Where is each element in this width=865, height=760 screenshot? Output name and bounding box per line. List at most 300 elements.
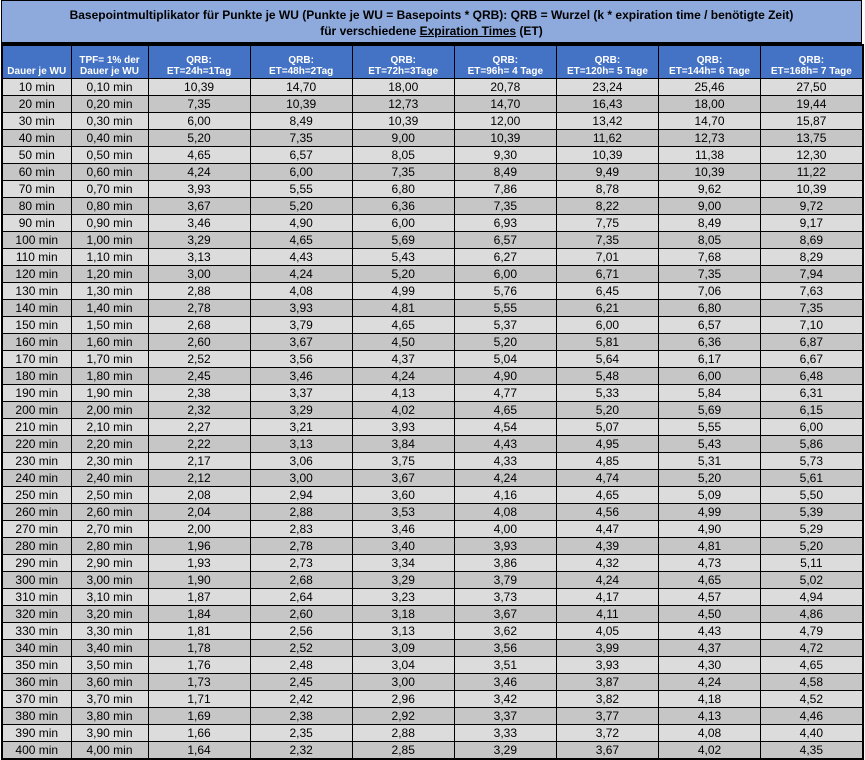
table-cell[interactable]: 9,00	[352, 129, 454, 146]
table-cell[interactable]: 3,72	[556, 724, 658, 741]
table-cell[interactable]: 2,20 min	[71, 435, 148, 452]
table-cell[interactable]: 250 min	[2, 486, 71, 503]
table-cell[interactable]: 6,00	[556, 316, 658, 333]
table-cell[interactable]: 3,00	[148, 265, 250, 282]
table-cell[interactable]: 1,20 min	[71, 265, 148, 282]
table-cell[interactable]: 230 min	[2, 452, 71, 469]
table-cell[interactable]: 2,32	[250, 741, 352, 759]
table-cell[interactable]: 6,00	[761, 418, 863, 435]
table-cell[interactable]: 3,13	[352, 622, 454, 639]
table-cell[interactable]: 280 min	[2, 537, 71, 554]
table-cell[interactable]: 5,39	[761, 503, 863, 520]
table-cell[interactable]: 1,50 min	[71, 316, 148, 333]
table-cell[interactable]: 6,57	[250, 146, 352, 163]
table-cell[interactable]: 4,35	[761, 741, 863, 759]
table-cell[interactable]: 2,52	[148, 350, 250, 367]
table-cell[interactable]: 200 min	[2, 401, 71, 418]
table-cell[interactable]: 2,52	[250, 639, 352, 656]
table-cell[interactable]: 4,74	[556, 469, 658, 486]
table-cell[interactable]: 2,56	[250, 622, 352, 639]
table-cell[interactable]: 6,57	[454, 231, 556, 248]
table-cell[interactable]: 2,68	[148, 316, 250, 333]
table-cell[interactable]: 2,64	[250, 588, 352, 605]
table-cell[interactable]: 7,35	[454, 197, 556, 214]
table-cell[interactable]: 3,93	[454, 537, 556, 554]
table-cell[interactable]: 3,93	[250, 299, 352, 316]
table-cell[interactable]: 350 min	[2, 656, 71, 673]
table-cell[interactable]: 3,60	[352, 486, 454, 503]
table-cell[interactable]: 4,79	[761, 622, 863, 639]
table-cell[interactable]: 3,67	[352, 469, 454, 486]
table-cell[interactable]: 4,37	[658, 639, 760, 656]
table-cell[interactable]: 18,00	[658, 95, 760, 112]
table-cell[interactable]: 5,31	[658, 452, 760, 469]
table-cell[interactable]: 5,86	[761, 435, 863, 452]
table-cell[interactable]: 0,60 min	[71, 163, 148, 180]
table-cell[interactable]: 5,73	[761, 452, 863, 469]
table-cell[interactable]: 1,00 min	[71, 231, 148, 248]
table-cell[interactable]: 210 min	[2, 418, 71, 435]
table-cell[interactable]: 1,30 min	[71, 282, 148, 299]
table-cell[interactable]: 2,27	[148, 418, 250, 435]
table-cell[interactable]: 5,20	[658, 469, 760, 486]
table-cell[interactable]: 4,72	[761, 639, 863, 656]
table-cell[interactable]: 1,73	[148, 673, 250, 690]
table-cell[interactable]: 4,13	[352, 384, 454, 401]
table-cell[interactable]: 5,76	[454, 282, 556, 299]
table-cell[interactable]: 4,05	[556, 622, 658, 639]
table-cell[interactable]: 6,00	[658, 367, 760, 384]
table-cell[interactable]: 3,56	[250, 350, 352, 367]
table-cell[interactable]: 2,48	[250, 656, 352, 673]
table-cell[interactable]: 2,70 min	[71, 520, 148, 537]
table-cell[interactable]: 10,39	[250, 95, 352, 112]
table-cell[interactable]: 3,70 min	[71, 690, 148, 707]
table-cell[interactable]: 5,55	[250, 180, 352, 197]
table-cell[interactable]: 180 min	[2, 367, 71, 384]
table-cell[interactable]: 2,42	[250, 690, 352, 707]
table-cell[interactable]: 4,24	[556, 571, 658, 588]
table-cell[interactable]: 3,00	[250, 469, 352, 486]
table-cell[interactable]: 10,39	[658, 163, 760, 180]
table-cell[interactable]: 11,38	[658, 146, 760, 163]
table-cell[interactable]: 4,77	[454, 384, 556, 401]
table-cell[interactable]: 320 min	[2, 605, 71, 622]
table-cell[interactable]: 9,72	[761, 197, 863, 214]
table-cell[interactable]: 2,35	[250, 724, 352, 741]
table-cell[interactable]: 30 min	[2, 112, 71, 129]
table-cell[interactable]: 5,43	[658, 435, 760, 452]
table-cell[interactable]: 2,60	[250, 605, 352, 622]
table-cell[interactable]: 8,69	[761, 231, 863, 248]
table-cell[interactable]: 4,47	[556, 520, 658, 537]
table-cell[interactable]: 400 min	[2, 741, 71, 759]
table-cell[interactable]: 4,43	[250, 248, 352, 265]
table-cell[interactable]: 2,60	[148, 333, 250, 350]
table-cell[interactable]: 7,35	[658, 265, 760, 282]
table-cell[interactable]: 4,57	[658, 588, 760, 605]
table-cell[interactable]: 2,00 min	[71, 401, 148, 418]
table-cell[interactable]: 4,08	[454, 503, 556, 520]
table-cell[interactable]: 340 min	[2, 639, 71, 656]
table-cell[interactable]: 4,33	[454, 452, 556, 469]
table-cell[interactable]: 7,35	[148, 95, 250, 112]
table-cell[interactable]: 1,60 min	[71, 333, 148, 350]
table-cell[interactable]: 3,42	[454, 690, 556, 707]
table-cell[interactable]: 3,10 min	[71, 588, 148, 605]
table-cell[interactable]: 4,17	[556, 588, 658, 605]
table-cell[interactable]: 4,95	[556, 435, 658, 452]
table-cell[interactable]: 4,65	[761, 656, 863, 673]
table-cell[interactable]: 330 min	[2, 622, 71, 639]
table-cell[interactable]: 60 min	[2, 163, 71, 180]
table-cell[interactable]: 3,75	[352, 452, 454, 469]
table-cell[interactable]: 10,39	[148, 78, 250, 95]
table-cell[interactable]: 6,36	[352, 197, 454, 214]
table-cell[interactable]: 70 min	[2, 180, 71, 197]
table-cell[interactable]: 8,05	[352, 146, 454, 163]
table-cell[interactable]: 1,80 min	[71, 367, 148, 384]
table-cell[interactable]: 2,08	[148, 486, 250, 503]
table-cell[interactable]: 3,80 min	[71, 707, 148, 724]
table-cell[interactable]: 2,92	[352, 707, 454, 724]
table-cell[interactable]: 5,33	[556, 384, 658, 401]
table-cell[interactable]: 3,84	[352, 435, 454, 452]
table-cell[interactable]: 9,62	[658, 180, 760, 197]
table-cell[interactable]: 4,30	[658, 656, 760, 673]
table-cell[interactable]: 6,80	[352, 180, 454, 197]
table-cell[interactable]: 3,67	[250, 333, 352, 350]
table-cell[interactable]: 3,29	[148, 231, 250, 248]
table-cell[interactable]: 5,61	[761, 469, 863, 486]
table-cell[interactable]: 2,94	[250, 486, 352, 503]
table-cell[interactable]: 1,64	[148, 741, 250, 759]
table-cell[interactable]: 4,86	[761, 605, 863, 622]
table-cell[interactable]: 2,00	[148, 520, 250, 537]
table-cell[interactable]: 260 min	[2, 503, 71, 520]
table-cell[interactable]: 3,34	[352, 554, 454, 571]
table-cell[interactable]: 3,33	[454, 724, 556, 741]
table-cell[interactable]: 100 min	[2, 231, 71, 248]
table-cell[interactable]: 3,93	[352, 418, 454, 435]
table-cell[interactable]: 10,39	[556, 146, 658, 163]
table-cell[interactable]: 5,50	[761, 486, 863, 503]
table-cell[interactable]: 9,17	[761, 214, 863, 231]
table-cell[interactable]: 0,10 min	[71, 78, 148, 95]
table-cell[interactable]: 13,75	[761, 129, 863, 146]
table-cell[interactable]: 9,49	[556, 163, 658, 180]
table-cell[interactable]: 160 min	[2, 333, 71, 350]
table-cell[interactable]: 13,42	[556, 112, 658, 129]
table-cell[interactable]: 2,88	[250, 503, 352, 520]
table-cell[interactable]: 3,37	[454, 707, 556, 724]
table-cell[interactable]: 300 min	[2, 571, 71, 588]
table-cell[interactable]: 370 min	[2, 690, 71, 707]
table-cell[interactable]: 1,70 min	[71, 350, 148, 367]
table-cell[interactable]: 3,51	[454, 656, 556, 673]
table-cell[interactable]: 80 min	[2, 197, 71, 214]
table-cell[interactable]: 4,56	[556, 503, 658, 520]
table-cell[interactable]: 25,46	[658, 78, 760, 95]
table-cell[interactable]: 3,67	[454, 605, 556, 622]
table-cell[interactable]: 8,22	[556, 197, 658, 214]
table-cell[interactable]: 2,78	[250, 537, 352, 554]
table-cell[interactable]: 4,46	[761, 707, 863, 724]
table-cell[interactable]: 5,64	[556, 350, 658, 367]
table-cell[interactable]: 7,35	[761, 299, 863, 316]
table-cell[interactable]: 5,55	[658, 418, 760, 435]
table-cell[interactable]: 5,20	[761, 537, 863, 554]
table-cell[interactable]: 2,30 min	[71, 452, 148, 469]
table-cell[interactable]: 4,90	[250, 214, 352, 231]
table-cell[interactable]: 1,90 min	[71, 384, 148, 401]
table-cell[interactable]: 3,87	[556, 673, 658, 690]
table-cell[interactable]: 5,55	[454, 299, 556, 316]
table-cell[interactable]: 4,11	[556, 605, 658, 622]
table-cell[interactable]: 4,52	[761, 690, 863, 707]
table-cell[interactable]: 6,00	[250, 163, 352, 180]
table-cell[interactable]: 4,65	[352, 316, 454, 333]
table-cell[interactable]: 5,29	[761, 520, 863, 537]
table-cell[interactable]: 19,44	[761, 95, 863, 112]
table-cell[interactable]: 1,40 min	[71, 299, 148, 316]
table-cell[interactable]: 170 min	[2, 350, 71, 367]
table-cell[interactable]: 3,90 min	[71, 724, 148, 741]
table-cell[interactable]: 4,90	[454, 367, 556, 384]
table-cell[interactable]: 2,38	[148, 384, 250, 401]
table-cell[interactable]: 4,81	[658, 537, 760, 554]
table-cell[interactable]: 1,76	[148, 656, 250, 673]
table-cell[interactable]: 20,78	[454, 78, 556, 95]
table-cell[interactable]: 220 min	[2, 435, 71, 452]
table-cell[interactable]: 1,69	[148, 707, 250, 724]
table-cell[interactable]: 15,87	[761, 112, 863, 129]
table-cell[interactable]: 5,20	[454, 333, 556, 350]
table-cell[interactable]: 16,43	[556, 95, 658, 112]
table-cell[interactable]: 4,43	[454, 435, 556, 452]
table-cell[interactable]: 1,66	[148, 724, 250, 741]
table-cell[interactable]: 3,82	[556, 690, 658, 707]
table-cell[interactable]: 3,06	[250, 452, 352, 469]
table-cell[interactable]: 4,90	[658, 520, 760, 537]
table-cell[interactable]: 0,30 min	[71, 112, 148, 129]
table-cell[interactable]: 3,04	[352, 656, 454, 673]
table-cell[interactable]: 4,54	[454, 418, 556, 435]
table-cell[interactable]: 2,50 min	[71, 486, 148, 503]
table-cell[interactable]: 27,50	[761, 78, 863, 95]
table-cell[interactable]: 2,78	[148, 299, 250, 316]
table-cell[interactable]: 0,50 min	[71, 146, 148, 163]
table-cell[interactable]: 4,81	[352, 299, 454, 316]
table-cell[interactable]: 8,05	[658, 231, 760, 248]
table-cell[interactable]: 8,29	[761, 248, 863, 265]
table-cell[interactable]: 2,96	[352, 690, 454, 707]
table-cell[interactable]: 2,04	[148, 503, 250, 520]
table-cell[interactable]: 10,39	[761, 180, 863, 197]
table-cell[interactable]: 5,09	[658, 486, 760, 503]
table-cell[interactable]: 4,99	[352, 282, 454, 299]
table-cell[interactable]: 3,46	[454, 673, 556, 690]
table-cell[interactable]: 4,40	[761, 724, 863, 741]
table-cell[interactable]: 8,49	[250, 112, 352, 129]
table-cell[interactable]: 7,68	[658, 248, 760, 265]
table-cell[interactable]: 10,39	[454, 129, 556, 146]
table-cell[interactable]: 1,10 min	[71, 248, 148, 265]
table-cell[interactable]: 4,02	[658, 741, 760, 759]
table-cell[interactable]: 14,70	[454, 95, 556, 112]
table-cell[interactable]: 3,13	[148, 248, 250, 265]
table-cell[interactable]: 2,73	[250, 554, 352, 571]
table-cell[interactable]: 3,40 min	[71, 639, 148, 656]
table-cell[interactable]: 6,00	[454, 265, 556, 282]
table-cell[interactable]: 0,80 min	[71, 197, 148, 214]
table-cell[interactable]: 14,70	[250, 78, 352, 95]
table-cell[interactable]: 3,53	[352, 503, 454, 520]
table-cell[interactable]: 5,20	[556, 401, 658, 418]
table-cell[interactable]: 2,80 min	[71, 537, 148, 554]
table-cell[interactable]: 12,73	[658, 129, 760, 146]
table-cell[interactable]: 6,15	[761, 401, 863, 418]
table-cell[interactable]: 7,35	[352, 163, 454, 180]
table-cell[interactable]: 4,39	[556, 537, 658, 554]
table-cell[interactable]: 3,29	[352, 571, 454, 588]
table-cell[interactable]: 6,71	[556, 265, 658, 282]
table-cell[interactable]: 0,40 min	[71, 129, 148, 146]
table-cell[interactable]: 12,30	[761, 146, 863, 163]
table-cell[interactable]: 7,75	[556, 214, 658, 231]
table-cell[interactable]: 6,93	[454, 214, 556, 231]
table-cell[interactable]: 4,50	[352, 333, 454, 350]
table-cell[interactable]: 2,45	[250, 673, 352, 690]
table-cell[interactable]: 4,00	[454, 520, 556, 537]
table-cell[interactable]: 2,68	[250, 571, 352, 588]
table-cell[interactable]: 7,94	[761, 265, 863, 282]
table-cell[interactable]: 6,67	[761, 350, 863, 367]
table-cell[interactable]: 190 min	[2, 384, 71, 401]
table-cell[interactable]: 14,70	[658, 112, 760, 129]
table-cell[interactable]: 3,21	[250, 418, 352, 435]
table-cell[interactable]: 290 min	[2, 554, 71, 571]
table-cell[interactable]: 1,96	[148, 537, 250, 554]
table-cell[interactable]: 2,22	[148, 435, 250, 452]
table-cell[interactable]: 5,20	[148, 129, 250, 146]
table-cell[interactable]: 1,87	[148, 588, 250, 605]
table-cell[interactable]: 11,62	[556, 129, 658, 146]
table-cell[interactable]: 120 min	[2, 265, 71, 282]
table-cell[interactable]: 8,78	[556, 180, 658, 197]
table-cell[interactable]: 6,80	[658, 299, 760, 316]
table-cell[interactable]: 4,08	[658, 724, 760, 741]
table-cell[interactable]: 360 min	[2, 673, 71, 690]
table-cell[interactable]: 3,29	[454, 741, 556, 759]
table-cell[interactable]: 3,29	[250, 401, 352, 418]
table-cell[interactable]: 380 min	[2, 707, 71, 724]
table-cell[interactable]: 12,00	[454, 112, 556, 129]
table-cell[interactable]: 270 min	[2, 520, 71, 537]
table-cell[interactable]: 4,18	[658, 690, 760, 707]
table-cell[interactable]: 4,73	[658, 554, 760, 571]
table-cell[interactable]: 90 min	[2, 214, 71, 231]
table-cell[interactable]: 4,32	[556, 554, 658, 571]
table-cell[interactable]: 5,20	[250, 197, 352, 214]
table-cell[interactable]: 2,83	[250, 520, 352, 537]
table-cell[interactable]: 3,37	[250, 384, 352, 401]
table-cell[interactable]: 7,35	[556, 231, 658, 248]
table-cell[interactable]: 0,70 min	[71, 180, 148, 197]
table-cell[interactable]: 4,43	[658, 622, 760, 639]
table-cell[interactable]: 7,06	[658, 282, 760, 299]
table-cell[interactable]: 6,27	[454, 248, 556, 265]
table-cell[interactable]: 2,88	[352, 724, 454, 741]
table-cell[interactable]: 6,57	[658, 316, 760, 333]
table-cell[interactable]: 6,48	[761, 367, 863, 384]
table-cell[interactable]: 12,73	[352, 95, 454, 112]
table-cell[interactable]: 3,60 min	[71, 673, 148, 690]
table-cell[interactable]: 4,50	[658, 605, 760, 622]
table-cell[interactable]: 4,65	[658, 571, 760, 588]
table-cell[interactable]: 2,90 min	[71, 554, 148, 571]
table-cell[interactable]: 9,30	[454, 146, 556, 163]
table-cell[interactable]: 9,00	[658, 197, 760, 214]
table-cell[interactable]: 3,93	[556, 656, 658, 673]
table-cell[interactable]: 11,22	[761, 163, 863, 180]
table-cell[interactable]: 2,60 min	[71, 503, 148, 520]
table-cell[interactable]: 4,99	[658, 503, 760, 520]
table-cell[interactable]: 2,12	[148, 469, 250, 486]
table-cell[interactable]: 240 min	[2, 469, 71, 486]
table-cell[interactable]: 4,65	[454, 401, 556, 418]
table-cell[interactable]: 130 min	[2, 282, 71, 299]
table-cell[interactable]: 6,00	[148, 112, 250, 129]
table-cell[interactable]: 2,88	[148, 282, 250, 299]
table-cell[interactable]: 3,23	[352, 588, 454, 605]
table-cell[interactable]: 10,39	[352, 112, 454, 129]
table-cell[interactable]: 7,10	[761, 316, 863, 333]
table-cell[interactable]: 4,65	[148, 146, 250, 163]
table-cell[interactable]: 3,20 min	[71, 605, 148, 622]
table-cell[interactable]: 4,65	[556, 486, 658, 503]
table-cell[interactable]: 3,99	[556, 639, 658, 656]
table-cell[interactable]: 4,24	[658, 673, 760, 690]
table-cell[interactable]: 3,73	[454, 588, 556, 605]
table-cell[interactable]: 23,24	[556, 78, 658, 95]
table-cell[interactable]: 110 min	[2, 248, 71, 265]
table-cell[interactable]: 0,20 min	[71, 95, 148, 112]
table-cell[interactable]: 390 min	[2, 724, 71, 741]
table-cell[interactable]: 5,84	[658, 384, 760, 401]
table-cell[interactable]: 3,46	[250, 367, 352, 384]
table-cell[interactable]: 4,24	[454, 469, 556, 486]
table-cell[interactable]: 10 min	[2, 78, 71, 95]
table-cell[interactable]: 3,62	[454, 622, 556, 639]
table-cell[interactable]: 150 min	[2, 316, 71, 333]
table-cell[interactable]: 6,87	[761, 333, 863, 350]
table-cell[interactable]: 2,17	[148, 452, 250, 469]
table-cell[interactable]: 4,24	[250, 265, 352, 282]
table-cell[interactable]: 5,37	[454, 316, 556, 333]
table-cell[interactable]: 2,10 min	[71, 418, 148, 435]
table-cell[interactable]: 3,67	[148, 197, 250, 214]
table-cell[interactable]: 1,71	[148, 690, 250, 707]
table-cell[interactable]: 5,48	[556, 367, 658, 384]
table-cell[interactable]: 4,85	[556, 452, 658, 469]
table-cell[interactable]: 5,69	[658, 401, 760, 418]
table-cell[interactable]: 3,18	[352, 605, 454, 622]
table-cell[interactable]: 4,16	[454, 486, 556, 503]
table-cell[interactable]: 4,24	[148, 163, 250, 180]
table-cell[interactable]: 1,90	[148, 571, 250, 588]
table-cell[interactable]: 18,00	[352, 78, 454, 95]
